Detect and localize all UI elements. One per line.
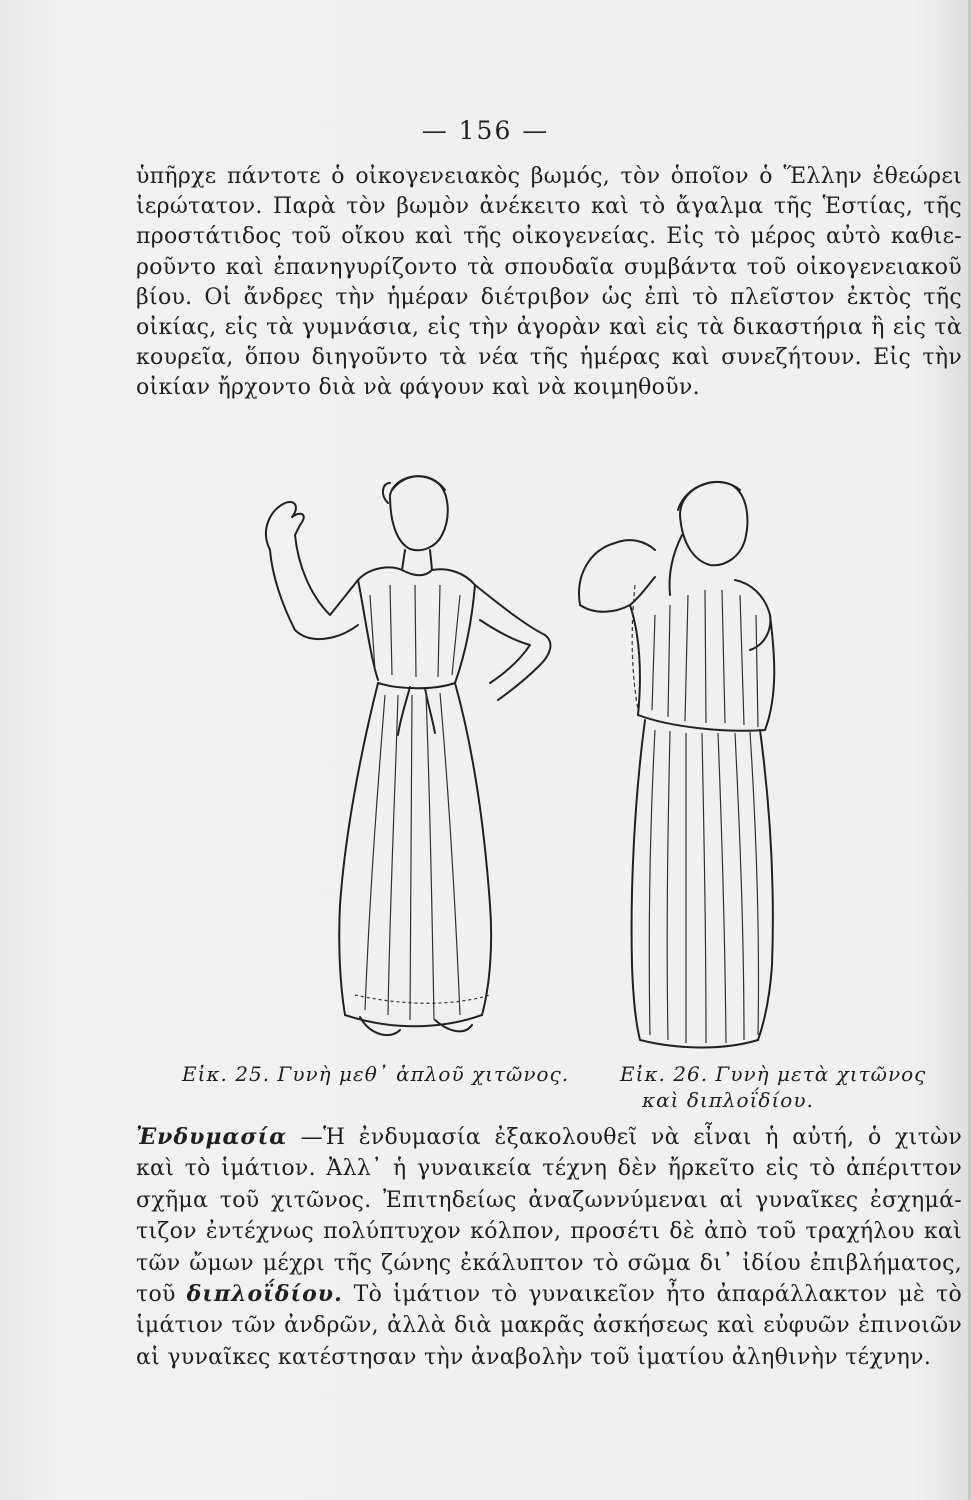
text-line: οἰκίας, εἰς τὰ γυμνάσια, εἰς τὴν ἀγορὰν καὶ εἰς τὰ δικαστήρια ἢ εἰς τὰ [136, 315, 962, 341]
text-span: —Ἡ ἐνδυμασία ἐξακολουθεῖ νὰ εἶναι ἡ αὐτή, ὁ χιτὼν [287, 1125, 962, 1150]
text-line: κουρεῖα, ὅπου διηγοῦντο τὰ νέα τῆς ἡμέρας καὶ συνεζήτουν. Εἰς τὴν [136, 345, 962, 371]
figure-26-caption-line1: Εἰκ. 26. Γυνὴ μετὰ χιτῶνος [620, 1062, 927, 1086]
text-line: αἱ γυναῖκες κατέστησαν τὴν ἀναβολὴν τοῦ ἱματίου ἀληθινὴν τέχνην. [136, 1344, 932, 1370]
text-line: προστάτιδος τοῦ οἴκου καὶ τῆς οἰκογενείας. Εἰς τὸ μέρος αὐτὸ καθιε- [136, 224, 962, 250]
text-line: βίου. Οἱ ἄνδρες τὴν ἡμέραν διέτριβον ὡς ἐπὶ τὸ πλεῖστον ἐκτὸς τῆς [136, 284, 962, 310]
text-line: τιζον ἐντέχνως πολύπτυχον κόλπον, προσέτι δὲ ἀπὸ τοῦ τραχήλου καὶ [136, 1219, 962, 1245]
figure-26-illustration [560, 465, 830, 1055]
text-line: οἰκίαν ἤρχοντο διὰ νὰ φάγουν καὶ νὰ κοιμηθοῦν. [136, 375, 700, 401]
page-number: — 156 — [421, 116, 550, 145]
section-heading: Ἐνδυμασία [136, 1124, 288, 1150]
figure-26-caption-line2: καὶ διπλοΐδίου. [642, 1088, 814, 1112]
figure-25-illustration [250, 455, 580, 1055]
text-span: τοῦ [136, 1282, 187, 1308]
text-line [136, 1279, 962, 1310]
text-line: ροῦντο καὶ ἐπανηγυρίζοντο τὰ σπουδαῖα συμβάντα τοῦ οἰκογενειακοῦ [136, 254, 962, 280]
text-line: ἱερώτατον. Παρὰ τὸν βωμὸν ἀνέκειτο καὶ τὸ ἄγαλμα τῆς Ἑστίας, τῆς [136, 194, 962, 220]
text-line: τῶν ὤμων μέχρι τῆς ζώνης ἐκάλυπτον τὸ σῶμα δι᾽ ἰδίου ἐπιβλήματος, [136, 1250, 962, 1276]
term-diploidion: διπλοΐδίου. [186, 1281, 343, 1308]
text-line: σχῆμα τοῦ χιτῶνος. Ἐπιτηδείως ἀναζωννύμεναι αἱ γυναῖκες ἐσχημά- [136, 1187, 962, 1213]
figure-25-caption: Εἰκ. 25. Γυνὴ μεθ᾽ ἁπλοῦ χιτῶνος. [182, 1062, 570, 1086]
text-line: καὶ τὸ ἱμάτιον. Ἀλλ᾽ ἡ γυναικεία τέχνη δὲν ἤρκεῖτο εἰς τὸ ἀπέριττον [136, 1156, 962, 1182]
paragraph-clothing [136, 1122, 962, 1373]
text-span: Τὸ ἱμάτιον τὸ γυναικεῖον ἦτο ἀπαράλλακτον μὲ τὸ [342, 1282, 962, 1308]
text-line: ἱμάτιον τῶν ἀνδρῶν, ἀλλὰ διὰ μακρᾶς ἀσκήσεως καὶ εὐφυῶν ἐπινοιῶν [136, 1313, 962, 1339]
text-line: ὑπῆρχε πάντοτε ὁ οἰκογενειακὸς βωμός, τὸν ὁποῖον ὁ Ἕλλην ἐθεώρει [136, 164, 962, 189]
paragraph-hearth [136, 162, 962, 404]
text-line [136, 1122, 962, 1153]
